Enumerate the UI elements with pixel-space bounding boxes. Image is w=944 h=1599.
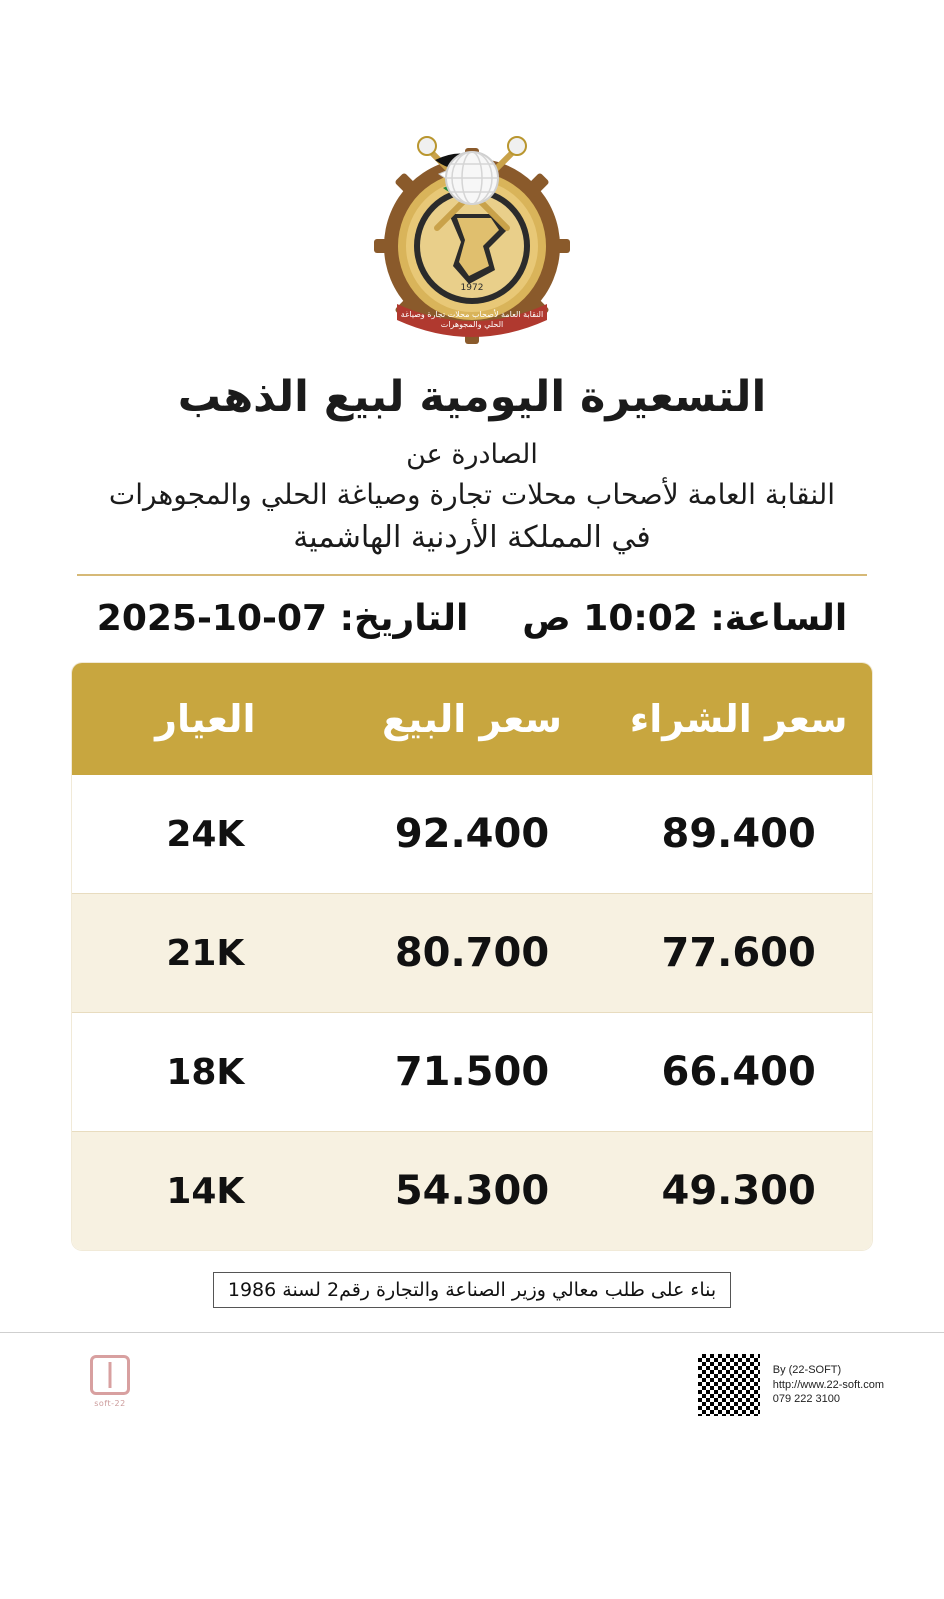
date-time-row bbox=[0, 598, 944, 639]
time-group bbox=[522, 598, 847, 639]
footer bbox=[0, 1332, 944, 1453]
qr-code-icon bbox=[695, 1351, 763, 1419]
vendor-contact-lines bbox=[773, 1363, 884, 1408]
header-divider bbox=[77, 574, 867, 576]
cell-karat: 24K bbox=[166, 813, 245, 855]
cell-sell-price: 54.300 bbox=[394, 1168, 550, 1215]
date-group bbox=[97, 598, 469, 639]
issued-by-label: الصادرة عن bbox=[406, 439, 538, 471]
svg-text:النقابة العامة لأصحاب محلات تج: النقابة العامة لأصحاب محلات تجارة وصياغة bbox=[400, 310, 544, 319]
cell-buy-price: 89.400 bbox=[661, 811, 816, 858]
syndicate-emblem-icon bbox=[357, 118, 587, 348]
date-value: 07-10-2025 bbox=[96, 598, 328, 640]
vendor-website[interactable]: http://www.22-soft.com bbox=[772, 1378, 884, 1391]
date-label: التاريخ: bbox=[339, 598, 469, 640]
cell-karat: 21K bbox=[166, 932, 245, 974]
vendor-logo bbox=[80, 1355, 140, 1408]
cell-sell-price: 80.700 bbox=[394, 930, 550, 977]
vendor-contact-block bbox=[695, 1351, 884, 1419]
cell-sell-price: 71.500 bbox=[394, 1049, 550, 1096]
table-body bbox=[72, 775, 872, 1250]
cell-buy-price: 77.600 bbox=[661, 930, 816, 977]
table-row bbox=[72, 1013, 872, 1132]
table-row bbox=[72, 894, 872, 1013]
price-table bbox=[72, 663, 872, 1250]
vendor-by-line: By (22-SOFT) bbox=[772, 1363, 842, 1376]
column-header-karat: العيار bbox=[155, 697, 256, 742]
vendor-phone: 079 222 3100 bbox=[772, 1393, 841, 1406]
column-header-buy-price: سعر الشراء bbox=[629, 697, 848, 742]
svg-text:الحلي والمجوهرات: الحلي والمجوهرات bbox=[440, 320, 504, 329]
cell-buy-price: 66.400 bbox=[661, 1049, 816, 1096]
table-row bbox=[72, 1132, 872, 1250]
svg-text:1972: 1972 bbox=[460, 283, 484, 293]
logo-container bbox=[0, 118, 944, 348]
country-name: في المملكة الأردنية الهاشمية bbox=[293, 519, 651, 555]
legal-note: بناء على طلب معالي وزير الصناعة والتجارة رقم2 لسنة 1986 bbox=[213, 1272, 731, 1308]
cell-karat: 18K bbox=[166, 1051, 245, 1093]
cell-sell-price: 92.400 bbox=[394, 811, 550, 858]
page-title: التسعيرة اليومية لبيع الذهب bbox=[177, 372, 767, 422]
vendor-cube-icon bbox=[90, 1355, 130, 1395]
authority-name: النقابة العامة لأصحاب محلات تجارة وصياغة الحلي والمجوهرات bbox=[108, 477, 836, 511]
legal-note-container bbox=[0, 1272, 944, 1308]
time-value: 10:02 ص bbox=[522, 598, 698, 640]
column-header-sell-price: سعر البيع bbox=[382, 697, 562, 742]
vendor-mark-text: 22-soft bbox=[94, 1399, 126, 1409]
time-label: الساعة: bbox=[710, 598, 848, 640]
table-row bbox=[72, 775, 872, 894]
cell-karat: 14K bbox=[166, 1170, 245, 1212]
cell-buy-price: 49.300 bbox=[661, 1168, 816, 1215]
table-header-row bbox=[72, 663, 872, 775]
